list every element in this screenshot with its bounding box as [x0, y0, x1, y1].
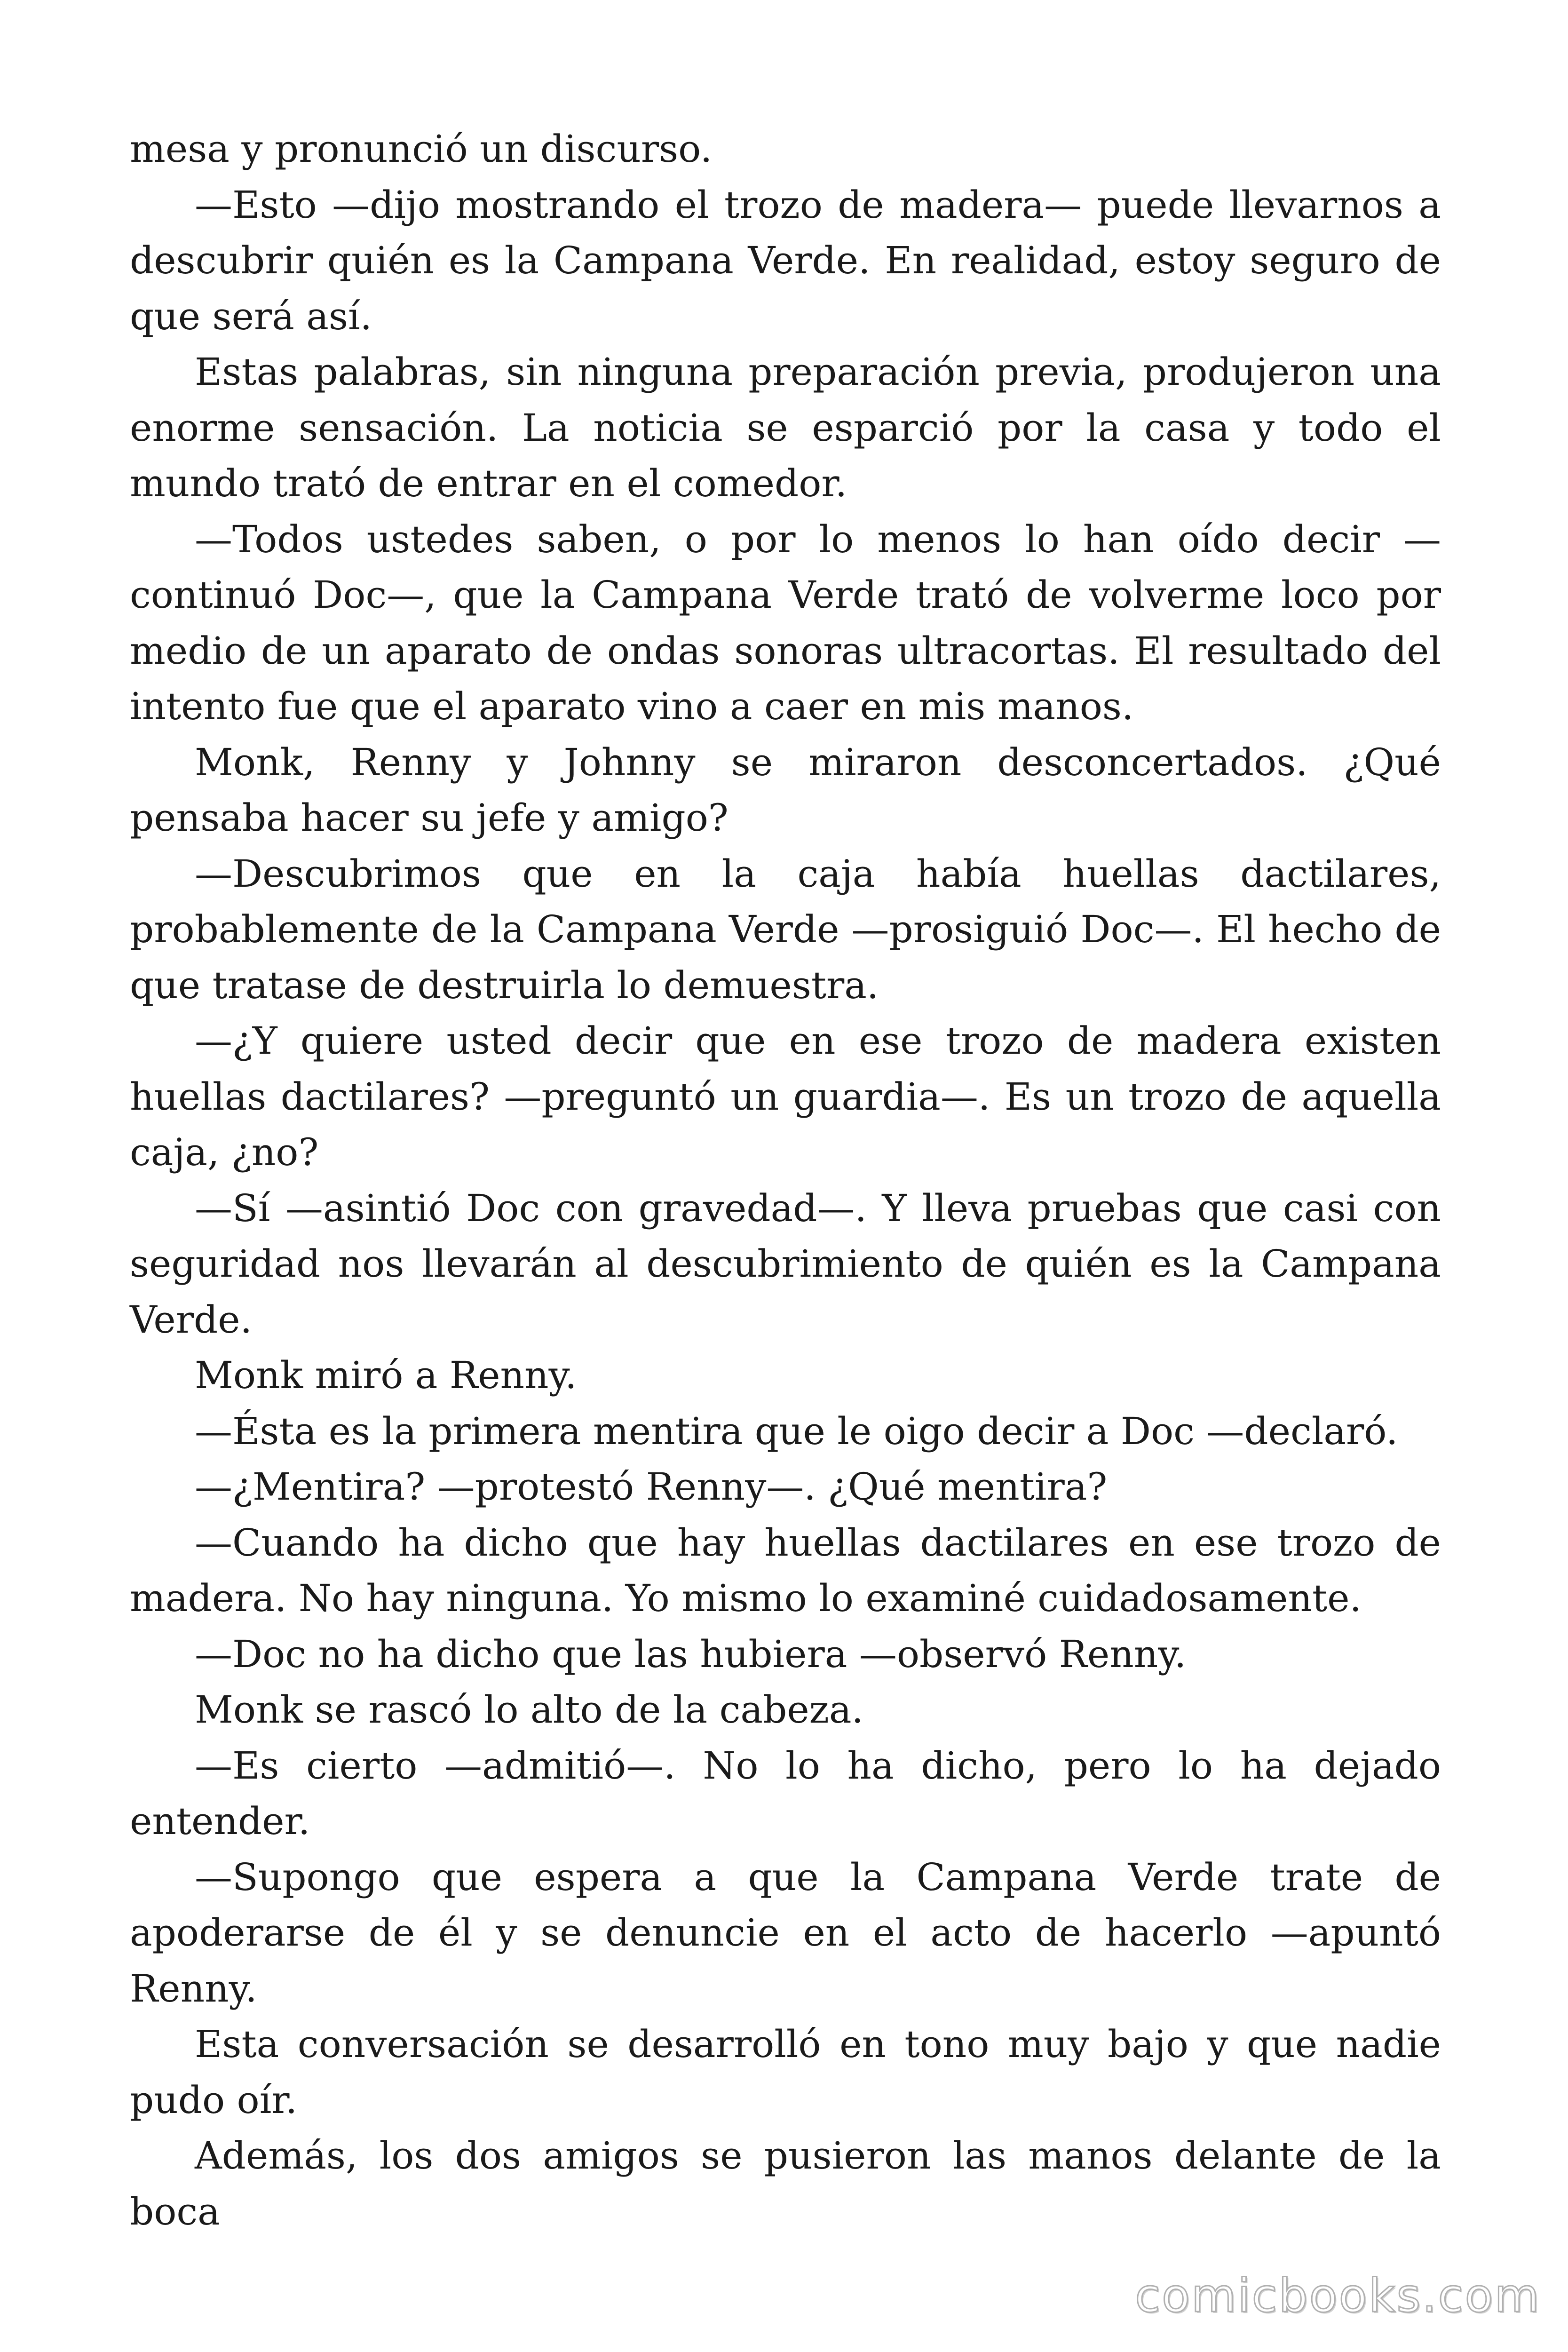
watermark: comicbooks.com: [1135, 2269, 1541, 2323]
paragraph-11: —¿Mentira? —protestó Renny—. ¿Qué mentira?: [195, 1465, 1108, 1509]
paragraph-2: —Esto —dijo mostrando el trozo de madera— puede llevarnos a descubrir quién es la Campana Verde. En realidad, estoy seguro de que será así.: [130, 183, 1441, 338]
paragraph-12: —Cuando ha dicho que hay huellas dactilares en ese trozo de madera. No hay ninguna. Yo mismo lo examiné cuidadosamente.: [130, 1520, 1441, 1620]
paragraph-8: —Sí —asintió Doc con gravedad—. Y lleva pruebas que casi con seguridad nos llevarán al descubrimiento de quién es la Campana Verde.: [130, 1186, 1441, 1342]
body-text: [130, 121, 1441, 2240]
paragraph-5: Monk, Renny y Johnny se miraron desconcertados. ¿Qué pensaba hacer su jefe y amigo?: [130, 740, 1441, 840]
paragraph-6: —Descubrimos que en la caja había huellas dactilares, probablemente de la Campana Verde —prosiguió Doc—. El hecho de que tratase de destruirla lo demuestra.: [130, 851, 1441, 1007]
paragraph-10: —Ésta es la primera mentira que le oigo decir a Doc —declaró.: [195, 1409, 1398, 1453]
paragraph-4: —Todos ustedes saben, o por lo menos lo han oído decir —continuó Doc—, que la Campana Verde trató de volverme loco por medio de un aparato de ondas sonoras ultracortas. El resultado del intento fue que el aparato vino a caer en mis manos.: [130, 517, 1441, 728]
paragraph-1: mesa y pronunció un discurso.: [130, 127, 713, 171]
paragraph-9: Monk miró a Renny.: [195, 1353, 577, 1397]
paragraph-18: Además, los dos amigos se pusieron las manos delante de la boca: [130, 2134, 1441, 2233]
paragraph-14: Monk se rascó lo alto de la cabeza.: [195, 1688, 863, 1732]
paragraph-17: Esta conversación se desarrolló en tono muy bajo y que nadie pudo oír.: [130, 2022, 1441, 2122]
paragraph-7: —¿Y quiere usted decir que en ese trozo de madera existen huellas dactilares? —preguntó un guardia—. Es un trozo de aquella caja, ¿no?: [130, 1019, 1441, 1174]
paragraph-3: Estas palabras, sin ninguna preparación previa, produjeron una enorme sensación. La noticia se esparció por la casa y todo el mundo trató de entrar en el comedor.: [130, 350, 1441, 505]
paragraph-16: —Supongo que espera a que la Campana Verde trate de apoderarse de él y se denuncie en el acto de hacerlo —apuntó Renny.: [130, 1855, 1441, 2010]
paragraph-13: —Doc no ha dicho que las hubiera —observó Renny.: [195, 1632, 1187, 1676]
paragraph-15: —Es cierto —admitió—. No lo ha dicho, pero lo ha dejado entender.: [130, 1743, 1441, 1843]
